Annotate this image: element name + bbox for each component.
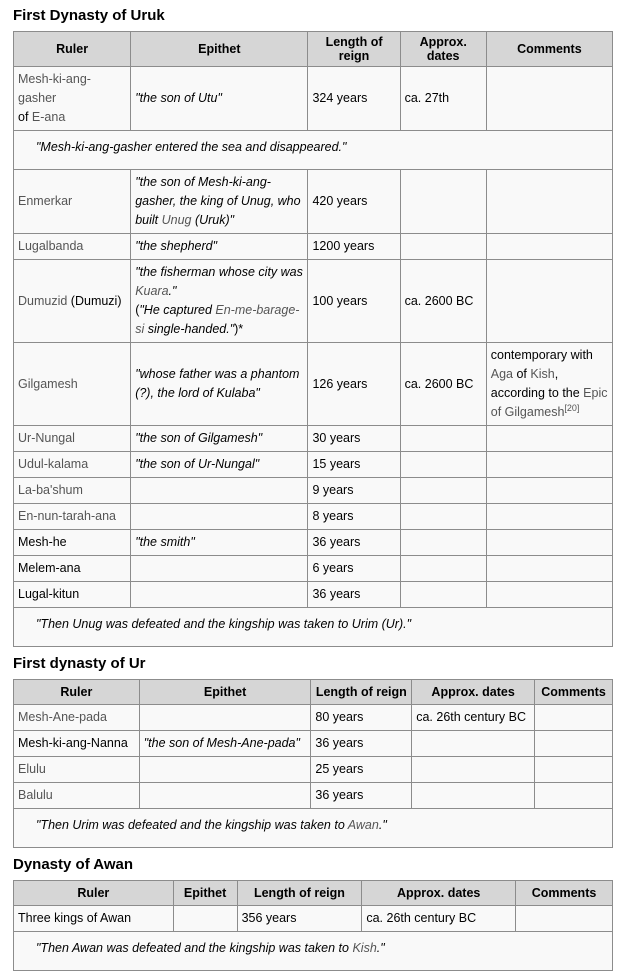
dates-cell — [400, 426, 486, 452]
reign-cell: 30 years — [308, 426, 400, 452]
quote-row — [14, 932, 613, 971]
comments-cell — [486, 260, 612, 343]
ruler-cell — [14, 260, 131, 343]
comments-cell — [486, 67, 612, 131]
table-row — [14, 67, 613, 131]
dates-cell: ca. 2600 BC — [400, 343, 486, 426]
reign-cell: 36 years — [311, 731, 412, 757]
comments-cell — [486, 478, 612, 504]
epithet-cell — [131, 170, 308, 234]
dates-cell — [412, 783, 535, 809]
aga-link[interactable]: Aga — [490, 367, 513, 381]
table-row — [14, 530, 613, 556]
header-length-of-reign: Length of reign — [311, 680, 412, 705]
dumuzi-link[interactable]: Dumuzi — [74, 293, 118, 308]
ruler-link[interactable]: Mesh-Ane-pada — [18, 710, 107, 724]
header-comments: Comments — [516, 881, 613, 906]
epic-of-gilgamesh-link[interactable]: Epic of Gilgamesh — [490, 386, 608, 419]
epithet-text: "He captured — [139, 303, 216, 317]
table-row — [14, 757, 613, 783]
epithet-cell — [131, 260, 308, 343]
comments-cell — [535, 757, 613, 783]
reign-cell: 324 years — [308, 67, 400, 131]
table-row — [14, 783, 613, 809]
dates-cell — [400, 478, 486, 504]
table-row — [14, 731, 613, 757]
table-row — [14, 478, 613, 504]
comments-cell — [486, 452, 612, 478]
epithet-cell — [131, 504, 308, 530]
dates-cell — [412, 731, 535, 757]
quote-cell: "Mesh-ki-ang-gasher entered the sea and disappeared." — [14, 131, 613, 170]
unug-link[interactable]: Unug — [161, 213, 192, 227]
quote-text: ." — [376, 941, 385, 955]
header-ruler: Ruler — [14, 680, 140, 705]
ruler-cell — [14, 426, 131, 452]
comments-cell — [486, 170, 612, 234]
ruler-cell — [14, 705, 140, 731]
epithet-cell: "the son of Gilgamesh" — [131, 426, 308, 452]
epithet-text: ( — [135, 303, 140, 317]
quote-text: ." — [378, 818, 387, 832]
quote-text: "Then Urim was defeated and the kingship was taken to — [36, 818, 348, 832]
table-row — [14, 343, 613, 426]
epithet-cell — [139, 705, 311, 731]
ruler-link[interactable]: Balulu — [18, 788, 53, 802]
comments-cell — [535, 783, 613, 809]
dates-cell — [400, 452, 486, 478]
header-length-of-reign: Length of reign — [237, 881, 362, 906]
dates-cell — [400, 170, 486, 234]
table-dynasty-awan — [13, 880, 613, 971]
quote-text: "Then Awan was defeated and the kingship was taken to — [36, 941, 353, 955]
epithet-text: "the son of Mesh-ki-ang-gasher, the king of Unug, who built — [135, 175, 301, 227]
header-approx-dates: Approx. dates — [362, 881, 516, 906]
dates-cell — [400, 234, 486, 260]
reign-cell: 126 years — [308, 343, 400, 426]
section-title-ur: First dynasty of Ur — [13, 655, 146, 672]
epithet-text: "the fisherman whose city was — [135, 265, 303, 279]
ruler-link[interactable]: Elulu — [18, 762, 46, 776]
header-epithet: Epithet — [139, 680, 311, 705]
ruler-link[interactable]: Mesh-ki-ang-gasher — [18, 72, 91, 105]
epithet-text: ." — [168, 284, 177, 298]
comments-cell — [486, 582, 612, 608]
section-title-awan: Dynasty of Awan — [13, 856, 134, 873]
reign-cell: 36 years — [308, 582, 400, 608]
ruler-cell: Three kings of Awan — [14, 906, 174, 932]
dates-cell — [400, 556, 486, 582]
header-comments: Comments — [486, 32, 612, 67]
ruler-cell — [14, 478, 131, 504]
reign-cell: 356 years — [237, 906, 362, 932]
comments-cell — [486, 234, 612, 260]
table-header-row — [14, 680, 613, 705]
ruler-link[interactable]: Enmerkar — [18, 194, 73, 208]
kish-link[interactable]: Kish — [352, 941, 377, 955]
table-row — [14, 234, 613, 260]
quote-cell: "Then Unug was defeated and the kingship was taken to Urim (Ur)." — [14, 608, 613, 647]
ruler-cell: Lugal-kitun — [14, 582, 131, 608]
reign-cell: 15 years — [308, 452, 400, 478]
epithet-cell: "the son of Mesh-Ane-pada" — [139, 731, 311, 757]
epithet-cell: "the smith" — [131, 530, 308, 556]
header-approx-dates: Approx. dates — [412, 680, 535, 705]
ruler-cell — [14, 504, 131, 530]
quote-row — [14, 608, 613, 647]
reign-cell: 100 years — [308, 260, 400, 343]
e-ana-link[interactable]: E-ana — [31, 110, 66, 124]
table-row — [14, 906, 613, 932]
awan-link[interactable]: Awan — [347, 818, 379, 832]
reign-cell: 25 years — [311, 757, 412, 783]
kish-link[interactable]: Kish — [530, 367, 555, 381]
quote-row — [14, 809, 613, 848]
table-first-dynasty-uruk — [13, 31, 613, 647]
reign-cell: 420 years — [308, 170, 400, 234]
epithet-text: single-handed." — [144, 322, 235, 336]
table-row — [14, 170, 613, 234]
reign-cell: 8 years — [308, 504, 400, 530]
ruler-link[interactable]: Lugalbanda — [18, 239, 84, 253]
table-row — [14, 260, 613, 343]
ruler-text: ) — [117, 293, 122, 308]
table-row — [14, 556, 613, 582]
ruler-cell: Mesh-he — [14, 530, 131, 556]
ruler-link[interactable]: La-ba'shum — [18, 483, 83, 497]
epithet-cell: "the shepherd" — [131, 234, 308, 260]
table-row — [14, 452, 613, 478]
table-first-dynasty-ur — [13, 679, 613, 848]
comments-cell — [535, 731, 613, 757]
ruler-text: ( — [67, 293, 75, 308]
dates-cell — [400, 582, 486, 608]
header-approx-dates: Approx. dates — [400, 32, 486, 67]
header-epithet: Epithet — [131, 32, 308, 67]
table-header-row — [14, 881, 613, 906]
reign-cell: 80 years — [311, 705, 412, 731]
ruler-cell — [14, 757, 140, 783]
quote-row — [14, 131, 613, 170]
comments-cell — [486, 426, 612, 452]
comment-text: , according to the — [490, 367, 584, 400]
comments-cell — [516, 906, 613, 932]
epithet-cell — [131, 478, 308, 504]
comment-text: of — [513, 367, 531, 381]
ruler-text: of — [18, 110, 29, 124]
table-row — [14, 504, 613, 530]
ruler-cell — [14, 170, 131, 234]
quote-cell — [14, 809, 613, 848]
reign-cell: 1200 years — [308, 234, 400, 260]
epithet-cell — [139, 783, 311, 809]
ruler-link[interactable]: En-nun-tarah-ana — [18, 509, 116, 523]
ruler-cell: Mesh-ki-ang-Nanna — [14, 731, 140, 757]
table-row — [14, 426, 613, 452]
header-length-of-reign: Length of reign — [308, 32, 400, 67]
comment-text: contemporary with — [490, 348, 593, 362]
dates-cell — [400, 504, 486, 530]
header-comments: Comments — [535, 680, 613, 705]
header-ruler: Ruler — [14, 32, 131, 67]
header-ruler: Ruler — [14, 881, 174, 906]
dates-cell — [412, 757, 535, 783]
section-title-uruk: First Dynasty of Uruk — [13, 7, 165, 24]
en-me-barage-si-link[interactable]: En-me-barage-si — [135, 303, 300, 336]
header-epithet: Epithet — [173, 881, 237, 906]
reign-cell: 36 years — [308, 530, 400, 556]
dates-cell: ca. 26th century BC — [362, 906, 516, 932]
epithet-cell: "whose father was a phantom (?), the lord of Kulaba" — [131, 343, 308, 426]
comments-cell — [486, 556, 612, 582]
ruler-link[interactable]: Udul-kalama — [18, 457, 89, 471]
table-header-row — [14, 32, 613, 67]
epithet-cell — [173, 906, 237, 932]
reference-link[interactable]: [20] — [564, 402, 580, 413]
reign-cell: 6 years — [308, 556, 400, 582]
ruler-cell — [14, 67, 131, 131]
ruler-cell — [14, 234, 131, 260]
reign-cell: 36 years — [311, 783, 412, 809]
table-row — [14, 705, 613, 731]
dates-cell: ca. 27th — [400, 67, 486, 131]
epithet-cell — [131, 582, 308, 608]
ruler-cell: Melem-ana — [14, 556, 131, 582]
epithet-text: (Uruk)" — [191, 213, 235, 227]
ruler-link[interactable]: Gilgamesh — [18, 376, 78, 391]
table-row — [14, 582, 613, 608]
ruler-link[interactable]: Ur-Nungal — [18, 431, 75, 445]
comments-cell — [486, 530, 612, 556]
ruler-cell — [14, 452, 131, 478]
dates-cell: ca. 2600 BC — [400, 260, 486, 343]
comments-cell — [535, 705, 613, 731]
ruler-cell — [14, 343, 131, 426]
quote-cell — [14, 932, 613, 971]
reign-cell: 9 years — [308, 478, 400, 504]
epithet-cell — [139, 757, 311, 783]
epithet-text: )* — [234, 322, 244, 336]
dates-cell: ca. 26th century BC — [412, 705, 535, 731]
epithet-cell: "the son of Utu" — [131, 67, 308, 131]
epithet-cell: "the son of Ur-Nungal" — [131, 452, 308, 478]
kuara-link[interactable]: Kuara — [135, 284, 169, 298]
dates-cell — [400, 530, 486, 556]
ruler-link[interactable]: Dumuzid — [18, 293, 68, 308]
comments-cell — [486, 343, 612, 426]
comments-cell — [486, 504, 612, 530]
ruler-cell — [14, 783, 140, 809]
epithet-cell — [131, 556, 308, 582]
